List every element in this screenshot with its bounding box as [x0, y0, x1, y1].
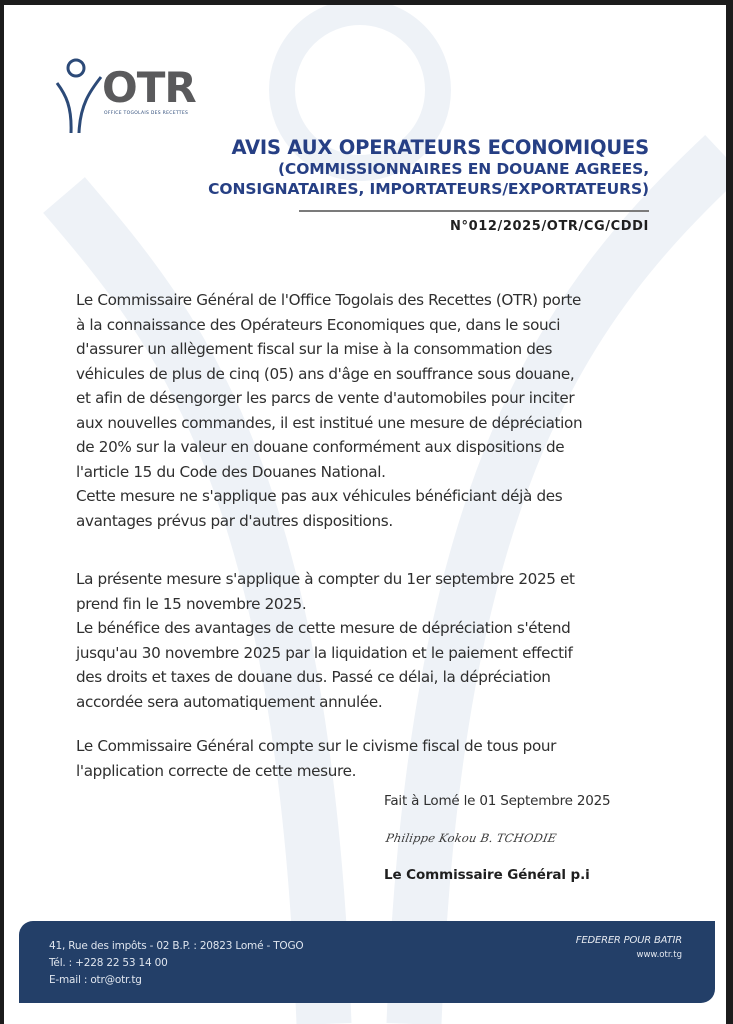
footer-slogan: FEDERER POUR BATIR — [575, 935, 682, 946]
text-line: d'assurer un allègement fiscal sur la mise à la consommation des — [76, 340, 553, 358]
text-line: Le Commissaire Général compte sur le civisme fiscal de tous pour — [76, 737, 557, 755]
paragraph-dates — [76, 567, 650, 616]
logo-text: OTR — [102, 63, 196, 112]
text-line: prend fin le 15 novembre 2025. — [76, 594, 307, 613]
logo-subtitle: OFFICE TOGOLAIS DES RECETTES — [104, 111, 189, 116]
text-line: Cette mesure ne s'applique pas aux véhicules bénéficiant déjà des — [76, 487, 563, 505]
title-divider — [299, 210, 649, 212]
paragraph-closing — [76, 734, 650, 783]
text-line: de 20% sur la valeur en douane conformément aux dispositions de — [76, 438, 565, 456]
text-line: et afin de désengorger les parcs de vente d'automobiles pour inciter — [76, 389, 575, 407]
text-line: Le Commissaire Général de l'Office Togolais des Recettes (OTR) porte — [76, 291, 581, 309]
signature: Philippe Kokou B. TCHODIE — [384, 831, 558, 845]
person-logo-icon — [54, 55, 104, 135]
text-line: La présente mesure s'applique à compter du 1er septembre 2025 et — [76, 570, 575, 588]
text-line: jusqu'au 30 novembre 2025 par la liquidation et le paiement effectif — [76, 643, 573, 662]
footer-banner — [19, 921, 715, 1003]
title-line-1: AVIS AUX OPERATEURS ECONOMIQUES — [231, 136, 649, 159]
text-line: des droits et taxes de douane dus. Passé ce délai, la dépréciation — [76, 668, 551, 686]
footer-contact — [49, 938, 303, 989]
text-line: accordée sera automatiquement annulée. — [76, 692, 383, 711]
footer-address: 41, Rue des impôts - 02 B.P. : 20823 Lomé - TOGO — [49, 940, 304, 952]
title-line-2: (COMMISSIONNAIRES EN DOUANE AGREES, — [277, 160, 649, 178]
place-date: Fait à Lomé le 01 Septembre 2025 — [384, 793, 611, 809]
text-line: véhicules de plus de cinq (05) ans d'âge en souffrance sous douane, — [76, 364, 575, 383]
footer-phone: Tél. : +228 22 53 14 00 — [49, 957, 168, 969]
text-line: l'application correcte de cette mesure. — [76, 761, 357, 780]
text-line: aux nouvelles commandes, il est institué une mesure de dépréciation — [76, 413, 583, 432]
document-page — [4, 5, 726, 1024]
text-line: à la connaissance des Opérateurs Economiques que, dans le souci — [76, 315, 561, 334]
footer-email: E-mail : otr@otr.tg — [49, 974, 142, 986]
text-line: avantages prévus par d'autres dispositions. — [76, 511, 393, 530]
reference-number: N°012/2025/OTR/CG/CDDI — [450, 219, 649, 234]
footer-brand — [576, 933, 682, 961]
footer-website: www.otr.tg — [636, 950, 682, 960]
signatory-title: Le Commissaire Général p.i — [384, 867, 590, 883]
text-line: l'article 15 du Code des Douanes National. — [76, 462, 386, 481]
paragraph-benefit — [76, 616, 650, 714]
document-title — [208, 137, 649, 199]
title-line-3: CONSIGNATAIRES, IMPORTATEURS/EXPORTATEURS) — [208, 180, 649, 198]
text-line: Le bénéfice des avantages de cette mesure de dépréciation s'étend — [76, 619, 571, 637]
paragraph-main — [76, 288, 650, 533]
